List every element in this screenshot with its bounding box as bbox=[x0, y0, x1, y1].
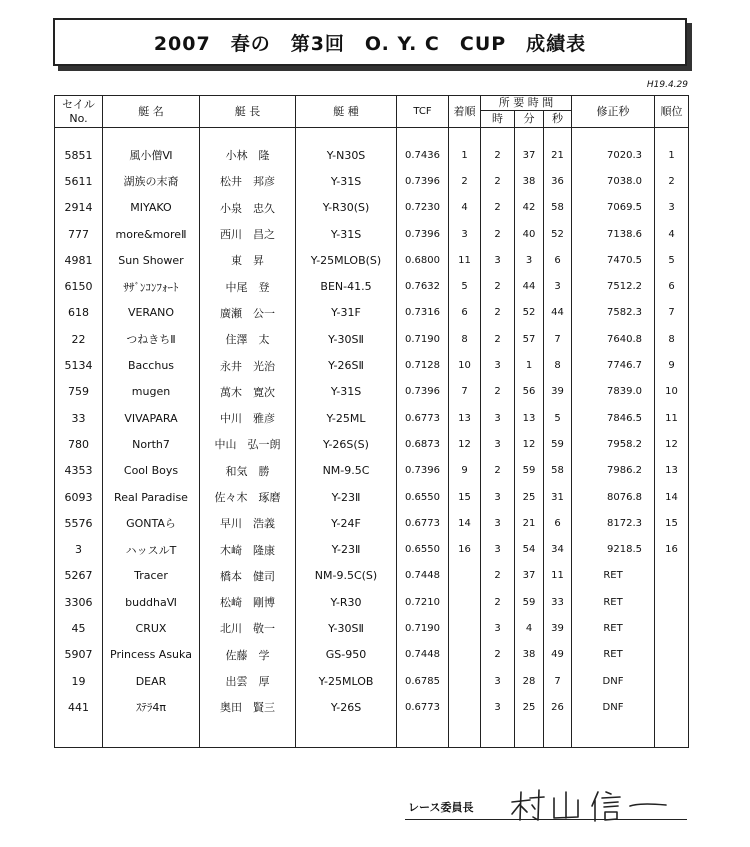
sail-no-cell: 22 bbox=[55, 326, 103, 352]
seconds-cell: 52 bbox=[544, 221, 572, 247]
rank-cell: 5 bbox=[655, 247, 689, 273]
table-row bbox=[55, 642, 689, 668]
sail-no-cell: 5134 bbox=[55, 352, 103, 378]
corrected-seconds-cell: RET bbox=[572, 615, 655, 641]
tcf-cell: 0.7396 bbox=[397, 168, 449, 194]
tcf-cell: 0.7128 bbox=[397, 352, 449, 378]
table-row bbox=[55, 168, 689, 194]
header-row bbox=[55, 96, 689, 111]
minutes-cell: 38 bbox=[515, 642, 544, 668]
rank-cell: 10 bbox=[655, 379, 689, 405]
corrected-seconds-cell: 7470.5 bbox=[572, 247, 655, 273]
minutes-cell: 44 bbox=[515, 273, 544, 299]
hours-cell: 3 bbox=[481, 536, 515, 562]
seconds-cell: 31 bbox=[544, 484, 572, 510]
corrected-seconds-cell: 7746.7 bbox=[572, 352, 655, 378]
boat-type-cell: Y-R30(S) bbox=[296, 195, 397, 221]
table-row bbox=[55, 458, 689, 484]
finish-order-cell: 13 bbox=[449, 405, 481, 431]
skipper-cell: 木崎 隆康 bbox=[200, 536, 296, 562]
rank-cell: 4 bbox=[655, 221, 689, 247]
finish-order-cell: 11 bbox=[449, 247, 481, 273]
corrected-seconds-cell: 8172.3 bbox=[572, 510, 655, 536]
hull-name-cell: DEAR bbox=[103, 668, 200, 694]
minutes-cell: 42 bbox=[515, 195, 544, 221]
tcf-cell: 0.7396 bbox=[397, 221, 449, 247]
seconds-cell: 33 bbox=[544, 589, 572, 615]
minutes-cell: 12 bbox=[515, 431, 544, 457]
skipper-cell: 萬木 寛次 bbox=[200, 379, 296, 405]
skipper-cell: 佐々木 琢磨 bbox=[200, 484, 296, 510]
skipper-cell: 出雲 厚 bbox=[200, 668, 296, 694]
skipper-cell: 松崎 剛博 bbox=[200, 589, 296, 615]
finish-order-cell: 10 bbox=[449, 352, 481, 378]
minutes-cell: 57 bbox=[515, 326, 544, 352]
sail-no-cell: 441 bbox=[55, 694, 103, 720]
table-row bbox=[55, 273, 689, 299]
hull-name-cell: Real Paradise bbox=[103, 484, 200, 510]
hull-name-cell: GONTAら bbox=[103, 510, 200, 536]
table-row bbox=[55, 589, 689, 615]
boat-type-cell: Y-31S bbox=[296, 379, 397, 405]
corrected-seconds-cell: 7640.8 bbox=[572, 326, 655, 352]
minutes-cell: 52 bbox=[515, 300, 544, 326]
hours-cell: 2 bbox=[481, 379, 515, 405]
table-row bbox=[55, 247, 689, 273]
boat-type-cell: Y-25MLOB bbox=[296, 668, 397, 694]
rank-cell: 9 bbox=[655, 352, 689, 378]
table-row bbox=[55, 221, 689, 247]
boat-type-cell: Y-25MLOB(S) bbox=[296, 247, 397, 273]
boat-type-cell: Y-N30S bbox=[296, 142, 397, 168]
finish-order-cell: 1 bbox=[449, 142, 481, 168]
spacer-row bbox=[55, 128, 689, 143]
rank-cell: 13 bbox=[655, 458, 689, 484]
table-row bbox=[55, 431, 689, 457]
hours-cell: 3 bbox=[481, 405, 515, 431]
rank-cell: 14 bbox=[655, 484, 689, 510]
signature-label: レース委員長 bbox=[408, 801, 474, 814]
boat-type-cell: Y-R30 bbox=[296, 589, 397, 615]
skipper-cell: 佐藤 学 bbox=[200, 642, 296, 668]
tcf-cell: 0.6773 bbox=[397, 405, 449, 431]
hull-name-cell: ｻｻﾞﾝｺﾝﾌｫｰﾄ bbox=[103, 273, 200, 299]
header-skipper: 艇 長 bbox=[200, 96, 296, 128]
header-tcf: TCF bbox=[397, 96, 449, 128]
skipper-cell: 廣瀬 公一 bbox=[200, 300, 296, 326]
corrected-seconds-cell: 7038.0 bbox=[572, 168, 655, 194]
corrected-seconds-cell: 7069.5 bbox=[572, 195, 655, 221]
rank-cell: 2 bbox=[655, 168, 689, 194]
header-corrected: 修正秒 bbox=[572, 96, 655, 128]
table-row bbox=[55, 142, 689, 168]
finish-order-cell: 7 bbox=[449, 379, 481, 405]
tcf-cell: 0.6785 bbox=[397, 668, 449, 694]
sail-no-cell: 5267 bbox=[55, 563, 103, 589]
rank-cell bbox=[655, 668, 689, 694]
boat-type-cell: NM-9.5C(S) bbox=[296, 563, 397, 589]
minutes-cell: 59 bbox=[515, 458, 544, 484]
table-row bbox=[55, 326, 689, 352]
title-box bbox=[53, 18, 687, 66]
minutes-cell: 54 bbox=[515, 536, 544, 562]
minutes-cell: 25 bbox=[515, 694, 544, 720]
header-sail bbox=[55, 96, 103, 128]
rank-cell: 8 bbox=[655, 326, 689, 352]
rank-cell: 16 bbox=[655, 536, 689, 562]
corrected-seconds-cell: RET bbox=[572, 563, 655, 589]
hull-name-cell: North7 bbox=[103, 431, 200, 457]
boat-type-cell: Y-25ML bbox=[296, 405, 397, 431]
finish-order-cell: 15 bbox=[449, 484, 481, 510]
boat-type-cell: GS-950 bbox=[296, 642, 397, 668]
minutes-cell: 28 bbox=[515, 668, 544, 694]
header-rank: 順位 bbox=[655, 96, 689, 128]
tcf-cell: 0.7396 bbox=[397, 379, 449, 405]
tcf-cell: 0.6773 bbox=[397, 510, 449, 536]
rank-cell: 3 bbox=[655, 195, 689, 221]
hours-cell: 2 bbox=[481, 326, 515, 352]
empty-row bbox=[55, 721, 689, 748]
boat-type-cell: Y-23Ⅱ bbox=[296, 484, 397, 510]
seconds-cell: 39 bbox=[544, 615, 572, 641]
finish-order-cell: 2 bbox=[449, 168, 481, 194]
hours-cell: 2 bbox=[481, 589, 515, 615]
sail-no-cell: 5611 bbox=[55, 168, 103, 194]
skipper-cell: 住澤 太 bbox=[200, 326, 296, 352]
sail-no-cell: 618 bbox=[55, 300, 103, 326]
table-row bbox=[55, 484, 689, 510]
finish-order-cell: 9 bbox=[449, 458, 481, 484]
hull-name-cell: buddhaⅥ bbox=[103, 589, 200, 615]
table-row bbox=[55, 300, 689, 326]
seconds-cell: 7 bbox=[544, 668, 572, 694]
header-finish: 着順 bbox=[449, 96, 481, 128]
boat-type-cell: Y-24F bbox=[296, 510, 397, 536]
rank-cell: 12 bbox=[655, 431, 689, 457]
tcf-cell: 0.6550 bbox=[397, 536, 449, 562]
tcf-cell: 0.7190 bbox=[397, 326, 449, 352]
finish-order-cell: 14 bbox=[449, 510, 481, 536]
sail-no-cell: 780 bbox=[55, 431, 103, 457]
seconds-cell: 11 bbox=[544, 563, 572, 589]
hull-name-cell: つねきちⅡ bbox=[103, 326, 200, 352]
boat-type-cell: Y-31F bbox=[296, 300, 397, 326]
corrected-seconds-cell: 7582.3 bbox=[572, 300, 655, 326]
tcf-cell: 0.6550 bbox=[397, 484, 449, 510]
header-seconds: 秒 bbox=[544, 111, 572, 128]
results-body bbox=[55, 128, 689, 748]
hull-name-cell: Bacchus bbox=[103, 352, 200, 378]
hull-name-cell: Princess Asuka bbox=[103, 642, 200, 668]
sail-no-cell: 5907 bbox=[55, 642, 103, 668]
sail-no-cell: 4981 bbox=[55, 247, 103, 273]
sail-no-cell: 777 bbox=[55, 221, 103, 247]
table-row bbox=[55, 405, 689, 431]
skipper-cell: 中川 雅彦 bbox=[200, 405, 296, 431]
minutes-cell: 21 bbox=[515, 510, 544, 536]
hull-name-cell: Tracer bbox=[103, 563, 200, 589]
corrected-seconds-cell: DNF bbox=[572, 694, 655, 720]
skipper-cell: 中尾 登 bbox=[200, 273, 296, 299]
table-row bbox=[55, 195, 689, 221]
sail-no-cell: 19 bbox=[55, 668, 103, 694]
seconds-cell: 26 bbox=[544, 694, 572, 720]
corrected-seconds-cell: 7986.2 bbox=[572, 458, 655, 484]
rank-cell bbox=[655, 642, 689, 668]
table-row bbox=[55, 536, 689, 562]
skipper-cell: 和気 勝 bbox=[200, 458, 296, 484]
hull-name-cell: 風小僧Ⅵ bbox=[103, 142, 200, 168]
rank-cell bbox=[655, 563, 689, 589]
finish-order-cell bbox=[449, 563, 481, 589]
hours-cell: 2 bbox=[481, 458, 515, 484]
sail-no-cell: 3 bbox=[55, 536, 103, 562]
minutes-cell: 3 bbox=[515, 247, 544, 273]
hours-cell: 3 bbox=[481, 668, 515, 694]
skipper-cell: 西川 昌之 bbox=[200, 221, 296, 247]
hull-name-cell: VIVAPARA bbox=[103, 405, 200, 431]
finish-order-cell: 16 bbox=[449, 536, 481, 562]
skipper-cell: 東 昇 bbox=[200, 247, 296, 273]
rank-cell: 15 bbox=[655, 510, 689, 536]
seconds-cell: 7 bbox=[544, 326, 572, 352]
seconds-cell: 34 bbox=[544, 536, 572, 562]
document-date: H19.4.29 bbox=[646, 80, 688, 90]
tcf-cell: 0.6800 bbox=[397, 247, 449, 273]
skipper-cell: 松井 邦彦 bbox=[200, 168, 296, 194]
minutes-cell: 4 bbox=[515, 615, 544, 641]
corrected-seconds-cell: RET bbox=[572, 642, 655, 668]
corrected-seconds-cell: RET bbox=[572, 589, 655, 615]
corrected-seconds-cell: 7512.2 bbox=[572, 273, 655, 299]
tcf-cell: 0.7230 bbox=[397, 195, 449, 221]
hours-cell: 2 bbox=[481, 642, 515, 668]
hours-cell: 2 bbox=[481, 273, 515, 299]
minutes-cell: 13 bbox=[515, 405, 544, 431]
seconds-cell: 44 bbox=[544, 300, 572, 326]
corrected-seconds-cell: 7958.2 bbox=[572, 431, 655, 457]
boat-type-cell: Y-26S(S) bbox=[296, 431, 397, 457]
minutes-cell: 25 bbox=[515, 484, 544, 510]
table-row bbox=[55, 615, 689, 641]
minutes-cell: 40 bbox=[515, 221, 544, 247]
sail-no-cell: 6150 bbox=[55, 273, 103, 299]
skipper-cell: 永井 光治 bbox=[200, 352, 296, 378]
table-row bbox=[55, 352, 689, 378]
seconds-cell: 6 bbox=[544, 510, 572, 536]
seconds-cell: 39 bbox=[544, 379, 572, 405]
rank-cell: 7 bbox=[655, 300, 689, 326]
corrected-seconds-cell: 7138.6 bbox=[572, 221, 655, 247]
boat-type-cell: Y-30SⅡ bbox=[296, 615, 397, 641]
finish-order-cell: 4 bbox=[449, 195, 481, 221]
boat-type-cell: NM-9.5C bbox=[296, 458, 397, 484]
header-elapsed: 所 要 時 間 bbox=[481, 96, 572, 111]
corrected-seconds-cell: 7846.5 bbox=[572, 405, 655, 431]
finish-order-cell bbox=[449, 668, 481, 694]
seconds-cell: 3 bbox=[544, 273, 572, 299]
skipper-cell: 小泉 忠久 bbox=[200, 195, 296, 221]
finish-order-cell: 5 bbox=[449, 273, 481, 299]
seconds-cell: 5 bbox=[544, 405, 572, 431]
hull-name-cell: Sun Shower bbox=[103, 247, 200, 273]
sail-no-cell: 5576 bbox=[55, 510, 103, 536]
table-row bbox=[55, 668, 689, 694]
header-hours: 時 bbox=[481, 111, 515, 128]
tcf-cell: 0.7396 bbox=[397, 458, 449, 484]
rank-cell bbox=[655, 589, 689, 615]
hull-name-cell: 湖族の末裔 bbox=[103, 168, 200, 194]
boat-type-cell: BEN-41.5 bbox=[296, 273, 397, 299]
seconds-cell: 58 bbox=[544, 458, 572, 484]
page-title: 2007 春の 第3回 O. Y. C CUP 成績表 bbox=[153, 32, 587, 55]
sail-no-cell: 3306 bbox=[55, 589, 103, 615]
seconds-cell: 49 bbox=[544, 642, 572, 668]
header-hull: 艇 名 bbox=[103, 96, 200, 128]
tcf-cell: 0.7448 bbox=[397, 642, 449, 668]
finish-order-cell: 3 bbox=[449, 221, 481, 247]
sail-no-cell: 2914 bbox=[55, 195, 103, 221]
rank-cell bbox=[655, 694, 689, 720]
hours-cell: 3 bbox=[481, 510, 515, 536]
table-row bbox=[55, 510, 689, 536]
hours-cell: 3 bbox=[481, 694, 515, 720]
rank-cell bbox=[655, 615, 689, 641]
sail-no-cell: 759 bbox=[55, 379, 103, 405]
corrected-seconds-cell: DNF bbox=[572, 668, 655, 694]
tcf-cell: 0.6873 bbox=[397, 431, 449, 457]
header-type: 艇 種 bbox=[296, 96, 397, 128]
hours-cell: 3 bbox=[481, 615, 515, 641]
minutes-cell: 56 bbox=[515, 379, 544, 405]
finish-order-cell bbox=[449, 615, 481, 641]
rank-cell: 1 bbox=[655, 142, 689, 168]
tcf-cell: 0.7316 bbox=[397, 300, 449, 326]
minutes-cell: 1 bbox=[515, 352, 544, 378]
sail-no-cell: 33 bbox=[55, 405, 103, 431]
rank-cell: 11 bbox=[655, 405, 689, 431]
finish-order-cell: 8 bbox=[449, 326, 481, 352]
seconds-cell: 6 bbox=[544, 247, 572, 273]
corrected-seconds-cell: 7839.0 bbox=[572, 379, 655, 405]
hull-name-cell: CRUX bbox=[103, 615, 200, 641]
finish-order-cell bbox=[449, 589, 481, 615]
hours-cell: 2 bbox=[481, 300, 515, 326]
tcf-cell: 0.6773 bbox=[397, 694, 449, 720]
tcf-cell: 0.7448 bbox=[397, 563, 449, 589]
signature-line bbox=[405, 819, 687, 820]
corrected-seconds-cell: 8076.8 bbox=[572, 484, 655, 510]
hull-name-cell: ｽﾃﾗ4π bbox=[103, 694, 200, 720]
table-row bbox=[55, 563, 689, 589]
skipper-cell: 小林 隆 bbox=[200, 142, 296, 168]
hours-cell: 3 bbox=[481, 352, 515, 378]
skipper-cell: 奥田 賢三 bbox=[200, 694, 296, 720]
minutes-cell: 38 bbox=[515, 168, 544, 194]
finish-order-cell: 6 bbox=[449, 300, 481, 326]
finish-order-cell bbox=[449, 642, 481, 668]
sail-no-cell: 6093 bbox=[55, 484, 103, 510]
hull-name-cell: Cool Boys bbox=[103, 458, 200, 484]
header-minutes: 分 bbox=[515, 111, 544, 128]
skipper-cell: 中山 弘一朗 bbox=[200, 431, 296, 457]
finish-order-cell bbox=[449, 694, 481, 720]
tcf-cell: 0.7190 bbox=[397, 615, 449, 641]
header-sail-line1: セイル bbox=[62, 97, 95, 111]
seconds-cell: 36 bbox=[544, 168, 572, 194]
table-row bbox=[55, 694, 689, 720]
corrected-seconds-cell: 7020.3 bbox=[572, 142, 655, 168]
seconds-cell: 59 bbox=[544, 431, 572, 457]
hours-cell: 3 bbox=[481, 431, 515, 457]
hours-cell: 2 bbox=[481, 563, 515, 589]
minutes-cell: 37 bbox=[515, 142, 544, 168]
table-row bbox=[55, 379, 689, 405]
skipper-cell: 早川 浩義 bbox=[200, 510, 296, 536]
boat-type-cell: Y-31S bbox=[296, 221, 397, 247]
tcf-cell: 0.7436 bbox=[397, 142, 449, 168]
skipper-cell: 橋本 健司 bbox=[200, 563, 296, 589]
seconds-cell: 58 bbox=[544, 195, 572, 221]
tcf-cell: 0.7210 bbox=[397, 589, 449, 615]
boat-type-cell: Y-26S bbox=[296, 694, 397, 720]
boat-type-cell: Y-26SⅡ bbox=[296, 352, 397, 378]
hull-name-cell: mugen bbox=[103, 379, 200, 405]
hull-name-cell: VERANO bbox=[103, 300, 200, 326]
tcf-cell: 0.7632 bbox=[397, 273, 449, 299]
boat-type-cell: Y-23Ⅱ bbox=[296, 536, 397, 562]
hull-name-cell: MIYAKO bbox=[103, 195, 200, 221]
hours-cell: 2 bbox=[481, 195, 515, 221]
hours-cell: 2 bbox=[481, 168, 515, 194]
hull-name-cell: more&moreⅡ bbox=[103, 221, 200, 247]
rank-cell: 6 bbox=[655, 273, 689, 299]
skipper-cell: 北川 敬一 bbox=[200, 615, 296, 641]
boat-type-cell: Y-31S bbox=[296, 168, 397, 194]
hours-cell: 3 bbox=[481, 247, 515, 273]
sail-no-cell: 5851 bbox=[55, 142, 103, 168]
seconds-cell: 21 bbox=[544, 142, 572, 168]
corrected-seconds-cell: 9218.5 bbox=[572, 536, 655, 562]
hours-cell: 2 bbox=[481, 142, 515, 168]
boat-type-cell: Y-30SⅡ bbox=[296, 326, 397, 352]
hours-cell: 2 bbox=[481, 221, 515, 247]
hull-name-cell: ハッスルT bbox=[103, 536, 200, 562]
header-sail-line2: No. bbox=[69, 111, 88, 125]
minutes-cell: 37 bbox=[515, 563, 544, 589]
sail-no-cell: 45 bbox=[55, 615, 103, 641]
minutes-cell: 59 bbox=[515, 589, 544, 615]
finish-order-cell: 12 bbox=[449, 431, 481, 457]
results-table bbox=[54, 95, 689, 748]
seconds-cell: 8 bbox=[544, 352, 572, 378]
sail-no-cell: 4353 bbox=[55, 458, 103, 484]
hours-cell: 3 bbox=[481, 484, 515, 510]
